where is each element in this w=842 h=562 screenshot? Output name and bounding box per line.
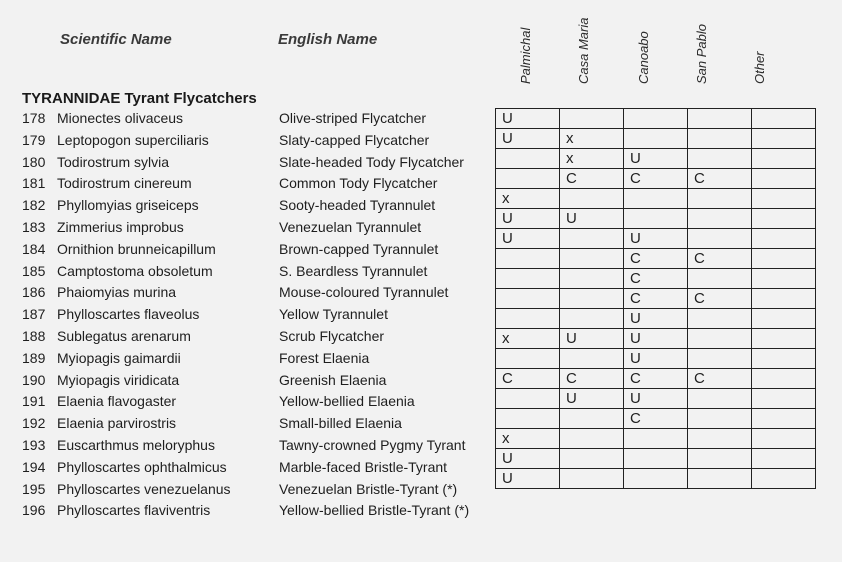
grid-cell bbox=[752, 409, 816, 429]
grid-cell bbox=[752, 129, 816, 149]
grid-cell: U bbox=[624, 149, 688, 169]
species-number: 191 bbox=[22, 393, 46, 410]
grid-cell bbox=[496, 169, 560, 189]
species-number: 188 bbox=[22, 328, 46, 344]
grid-cell: U bbox=[624, 329, 688, 349]
grid-cell: U bbox=[624, 309, 688, 329]
grid-row bbox=[496, 429, 816, 449]
grid-cell: x bbox=[560, 149, 624, 169]
species-number: 192 bbox=[22, 415, 46, 432]
grid-row bbox=[496, 369, 816, 389]
english-name: Venezuelan Tyrannulet bbox=[279, 219, 422, 235]
species-number: 193 bbox=[22, 437, 46, 453]
scientific-name: Phylloscartes venezuelanus bbox=[57, 480, 231, 497]
grid-cell: U bbox=[496, 209, 560, 229]
grid-cell bbox=[560, 289, 624, 309]
grid-cell bbox=[752, 249, 816, 269]
grid-cell bbox=[496, 149, 560, 169]
species-number: 182 bbox=[22, 197, 46, 214]
grid-cell: U bbox=[560, 389, 624, 409]
grid-cell bbox=[560, 189, 624, 209]
species-number: 190 bbox=[22, 371, 46, 388]
grid-cell: C bbox=[688, 169, 752, 189]
species-number: 194 bbox=[22, 458, 46, 475]
grid-cell: x bbox=[496, 429, 560, 449]
english-name: Forest Elaenia bbox=[279, 349, 370, 366]
grid-cell: U bbox=[496, 129, 560, 149]
species-number: 184 bbox=[22, 240, 46, 257]
grid-cell bbox=[688, 309, 752, 329]
species-number: 180 bbox=[22, 153, 46, 170]
grid-cell bbox=[752, 469, 816, 489]
grid-cell bbox=[560, 269, 624, 289]
grid-cell bbox=[752, 369, 816, 389]
grid-cell bbox=[496, 309, 560, 329]
grid-cell bbox=[688, 209, 752, 229]
grid-cell bbox=[624, 189, 688, 209]
grid-cell: U bbox=[624, 229, 688, 249]
english-name: Marble-faced Bristle-Tyrant bbox=[279, 458, 448, 475]
species-number: 196 bbox=[22, 502, 46, 519]
species-number: 189 bbox=[22, 349, 46, 366]
species-number: 195 bbox=[22, 480, 46, 497]
grid-cell bbox=[752, 289, 816, 309]
grid-cell bbox=[752, 109, 816, 129]
grid-cell bbox=[752, 229, 816, 249]
grid-cell bbox=[752, 329, 816, 349]
grid-cell: C bbox=[624, 249, 688, 269]
scientific-name: Todirostrum cinereum bbox=[57, 175, 192, 192]
species-number: 181 bbox=[22, 175, 46, 192]
column-header-casa-maria: Casa Maria bbox=[576, 17, 591, 84]
column-header-other: Other bbox=[752, 51, 767, 84]
grid-cell bbox=[560, 349, 624, 369]
grid-cell: C bbox=[624, 409, 688, 429]
grid-row bbox=[496, 149, 816, 169]
grid-cell bbox=[688, 189, 752, 209]
grid-cell: C bbox=[560, 369, 624, 389]
english-name: Tawny-crowned Pygmy Tyrant bbox=[279, 437, 466, 453]
english-name: Greenish Elaenia bbox=[279, 371, 387, 388]
grid-row bbox=[496, 189, 816, 209]
grid-cell bbox=[624, 469, 688, 489]
species-number: 179 bbox=[22, 131, 46, 148]
grid-cell bbox=[560, 249, 624, 269]
scientific-name-header: Scientific Name bbox=[60, 31, 172, 48]
grid-cell bbox=[624, 209, 688, 229]
grid-cell: U bbox=[496, 469, 560, 489]
grid-cell bbox=[752, 149, 816, 169]
grid-cell bbox=[624, 429, 688, 449]
grid-cell: C bbox=[560, 169, 624, 189]
grid-cell bbox=[688, 429, 752, 449]
grid-cell bbox=[752, 349, 816, 369]
english-name: Yellow Tyrannulet bbox=[279, 306, 388, 323]
grid-cell bbox=[560, 309, 624, 329]
grid-cell bbox=[688, 449, 752, 469]
scientific-name: Todirostrum sylvia bbox=[57, 153, 170, 170]
grid-cell bbox=[688, 349, 752, 369]
grid-cell bbox=[752, 309, 816, 329]
species-row bbox=[0, 500, 842, 522]
grid-cell bbox=[624, 449, 688, 469]
grid-cell bbox=[624, 109, 688, 129]
grid-row bbox=[496, 309, 816, 329]
species-number: 187 bbox=[22, 306, 46, 323]
grid-cell bbox=[560, 429, 624, 449]
species-number: 185 bbox=[22, 262, 46, 279]
grid-cell bbox=[688, 109, 752, 129]
grid-cell bbox=[688, 409, 752, 429]
column-header-palmichal: Palmichal bbox=[518, 27, 533, 84]
grid-row bbox=[496, 169, 816, 189]
grid-cell bbox=[496, 409, 560, 429]
scientific-name: Mionectes olivaceus bbox=[57, 110, 184, 126]
grid-cell: U bbox=[496, 449, 560, 469]
english-name: Slate-headed Tody Flycatcher bbox=[279, 153, 464, 170]
grid-cell: x bbox=[496, 329, 560, 349]
scientific-name: Camptostoma obsoletum bbox=[57, 262, 213, 279]
english-name: Sooty-headed Tyrannulet bbox=[279, 197, 436, 214]
grid-cell bbox=[496, 289, 560, 309]
grid-cell: U bbox=[624, 389, 688, 409]
occurrence-grid bbox=[495, 108, 816, 489]
english-name: Small-billed Elaenia bbox=[279, 415, 402, 432]
grid-cell bbox=[688, 389, 752, 409]
english-name: Olive-striped Flycatcher bbox=[279, 110, 427, 126]
grid-cell bbox=[688, 129, 752, 149]
grid-cell bbox=[688, 229, 752, 249]
english-name: Brown-capped Tyrannulet bbox=[279, 240, 439, 257]
grid-row bbox=[496, 209, 816, 229]
grid-cell bbox=[496, 349, 560, 369]
grid-cell: U bbox=[624, 349, 688, 369]
grid-cell bbox=[752, 209, 816, 229]
grid-row bbox=[496, 469, 816, 489]
english-name: Scrub Flycatcher bbox=[279, 328, 385, 344]
grid-cell bbox=[688, 329, 752, 349]
scientific-name: Phyllomyias griseiceps bbox=[57, 197, 199, 214]
column-header-canoabo: Canoabo bbox=[636, 31, 651, 84]
grid-cell: C bbox=[688, 289, 752, 309]
scientific-name: Phaiomyias murina bbox=[57, 284, 177, 301]
scientific-name: Elaenia flavogaster bbox=[57, 393, 177, 410]
scientific-name: Myiopagis viridicata bbox=[57, 371, 180, 388]
grid-cell bbox=[752, 389, 816, 409]
grid-row bbox=[496, 349, 816, 369]
grid-cell: C bbox=[688, 369, 752, 389]
grid-row bbox=[496, 229, 816, 249]
grid-cell bbox=[560, 469, 624, 489]
scientific-name: Ornithion brunneicapillum bbox=[57, 240, 216, 257]
grid-cell: C bbox=[624, 169, 688, 189]
grid-row bbox=[496, 329, 816, 349]
scientific-name: Myiopagis gaimardii bbox=[57, 349, 181, 366]
grid-cell: C bbox=[496, 369, 560, 389]
grid-cell bbox=[560, 109, 624, 129]
grid-cell bbox=[688, 269, 752, 289]
english-name-header: English Name bbox=[278, 31, 378, 48]
grid-cell bbox=[560, 449, 624, 469]
english-name: Mouse-coloured Tyrannulet bbox=[279, 284, 449, 301]
species-number: 186 bbox=[22, 284, 46, 301]
grid-row bbox=[496, 129, 816, 149]
grid-row bbox=[496, 389, 816, 409]
scientific-name: Phylloscartes ophthalmicus bbox=[57, 458, 227, 475]
species-number: 183 bbox=[22, 219, 46, 235]
grid-cell: C bbox=[688, 249, 752, 269]
scientific-name: Phylloscartes flaviventris bbox=[57, 502, 211, 519]
grid-cell: x bbox=[560, 129, 624, 149]
english-name: Yellow-bellied Bristle-Tyrant (*) bbox=[279, 502, 470, 519]
grid-cell: x bbox=[496, 189, 560, 209]
english-name: Common Tody Flycatcher bbox=[279, 175, 438, 192]
grid-cell bbox=[752, 169, 816, 189]
grid-cell bbox=[560, 229, 624, 249]
grid-row bbox=[496, 109, 816, 129]
grid-row bbox=[496, 409, 816, 429]
english-name: S. Beardless Tyrannulet bbox=[279, 262, 428, 279]
scientific-name: Leptopogon superciliaris bbox=[57, 131, 209, 148]
grid-cell: U bbox=[496, 229, 560, 249]
grid-cell bbox=[688, 149, 752, 169]
family-heading: TYRANNIDAE Tyrant Flycatchers bbox=[22, 90, 257, 107]
scientific-name: Euscarthmus meloryphus bbox=[57, 437, 215, 453]
grid-cell: C bbox=[624, 369, 688, 389]
grid-row bbox=[496, 289, 816, 309]
grid-cell bbox=[560, 409, 624, 429]
grid-cell bbox=[752, 189, 816, 209]
english-name: Yellow-bellied Elaenia bbox=[279, 393, 415, 410]
grid-cell bbox=[496, 389, 560, 409]
grid-cell: U bbox=[560, 209, 624, 229]
scientific-name: Elaenia parvirostris bbox=[57, 415, 177, 432]
species-number: 178 bbox=[22, 110, 46, 126]
grid-cell bbox=[688, 469, 752, 489]
grid-cell: C bbox=[624, 289, 688, 309]
scientific-name: Phylloscartes flaveolus bbox=[57, 306, 200, 323]
grid-cell bbox=[496, 269, 560, 289]
grid-cell: U bbox=[496, 109, 560, 129]
grid-cell bbox=[496, 249, 560, 269]
grid-cell: C bbox=[624, 269, 688, 289]
grid-cell: U bbox=[560, 329, 624, 349]
grid-row bbox=[496, 449, 816, 469]
grid-row bbox=[496, 269, 816, 289]
grid-cell bbox=[752, 269, 816, 289]
english-name: Venezuelan Bristle-Tyrant (*) bbox=[279, 480, 458, 497]
grid-cell bbox=[752, 449, 816, 469]
scientific-name: Zimmerius improbus bbox=[57, 219, 184, 235]
scientific-name: Sublegatus arenarum bbox=[57, 328, 191, 344]
english-name: Slaty-capped Flycatcher bbox=[279, 131, 430, 148]
location-column-headers bbox=[0, 0, 842, 90]
grid-row bbox=[496, 249, 816, 269]
grid-cell bbox=[752, 429, 816, 449]
column-header-san-pablo: San Pablo bbox=[694, 24, 709, 84]
grid-cell bbox=[624, 129, 688, 149]
